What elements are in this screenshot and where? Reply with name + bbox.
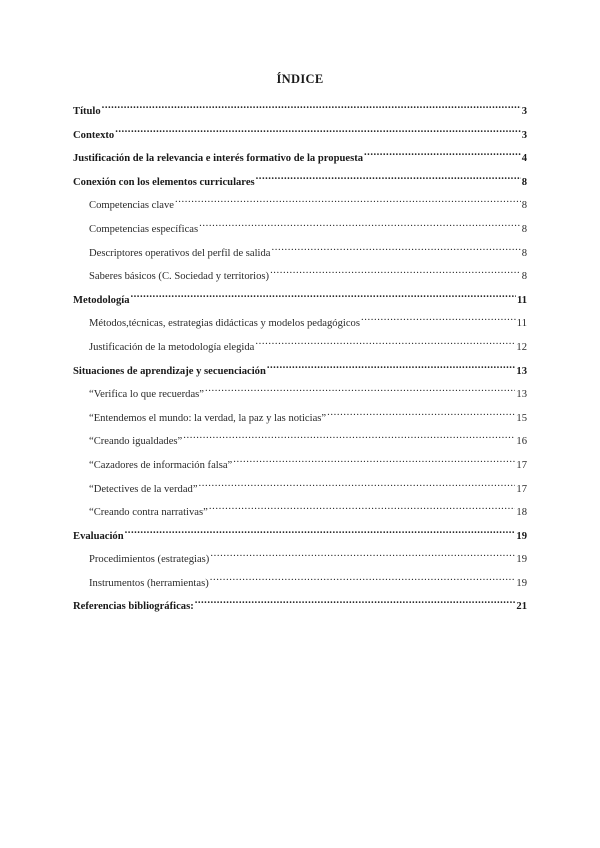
toc-entry-page-number: 3 xyxy=(521,129,527,141)
toc-entry-label: Métodos,técnicas, estrategias didácticas y modelos pedagógicos xyxy=(89,318,360,330)
toc-entry-label: “Detectives de la verdad” xyxy=(89,483,198,495)
toc-dot-leader xyxy=(102,102,521,114)
toc-entry-subsection[interactable] xyxy=(73,574,527,598)
toc-entry-label: Referencias bibliográficas: xyxy=(73,601,194,613)
toc-entry-label: Título xyxy=(73,106,101,117)
toc-entry-page-number: 17 xyxy=(516,459,527,471)
toc-title: ÍNDICE xyxy=(276,72,324,86)
toc-entry-label: Saberes básicos (C. Sociedad y territorios) xyxy=(89,271,270,283)
toc-entry-label: Justificación de la relevancia e interés formativo de la propuesta xyxy=(73,153,364,165)
toc-entry-label: Competencias clave xyxy=(89,200,175,212)
toc-dot-leader xyxy=(256,173,521,185)
toc-entry-page-number: 13 xyxy=(516,365,527,377)
toc-entry-subsection[interactable] xyxy=(73,456,527,480)
toc-entry-page-number: 13 xyxy=(516,389,527,401)
toc-entry-subsection[interactable] xyxy=(73,338,527,362)
toc-dot-leader xyxy=(115,126,521,138)
toc-entry-section[interactable] xyxy=(73,597,527,621)
table-of-contents xyxy=(73,102,527,621)
toc-entry-label: Contexto xyxy=(73,129,115,141)
toc-entry-section[interactable] xyxy=(73,527,527,551)
toc-entry-page-number: 19 xyxy=(516,577,527,589)
toc-entry-page-number: 11 xyxy=(516,294,527,306)
toc-entry-section[interactable] xyxy=(73,291,527,315)
toc-dot-leader xyxy=(327,409,515,421)
toc-dot-leader xyxy=(210,574,516,586)
toc-dot-leader xyxy=(272,244,521,256)
toc-entry-subsection[interactable] xyxy=(73,385,527,409)
toc-entry-label: Competencias específicas xyxy=(89,223,199,235)
toc-entry-page-number: 8 xyxy=(521,200,527,212)
toc-entry-section[interactable] xyxy=(73,362,527,386)
toc-entry-page-number: 4 xyxy=(521,153,527,165)
toc-entry-label: “Entendemos el mundo: la verdad, la paz y las noticias” xyxy=(89,412,327,424)
toc-entry-label: “Creando igualdades” xyxy=(89,436,183,448)
toc-dot-leader xyxy=(175,196,521,208)
toc-entry-page-number: 19 xyxy=(516,530,527,542)
toc-entry-page-number: 3 xyxy=(521,106,527,117)
toc-entry-page-number: 17 xyxy=(516,483,527,495)
toc-entry-page-number: 8 xyxy=(521,223,527,235)
toc-entry-page-number: 8 xyxy=(521,176,527,188)
toc-entry-page-number: 19 xyxy=(516,554,527,566)
toc-entry-label: Procedimientos (estrategias) xyxy=(89,554,210,566)
toc-entry-subsection[interactable] xyxy=(73,432,527,456)
toc-dot-leader xyxy=(210,550,515,562)
toc-entry-page-number: 12 xyxy=(516,341,527,353)
toc-dot-leader xyxy=(183,432,515,444)
toc-dot-leader xyxy=(364,149,521,161)
toc-entry-subsection[interactable] xyxy=(73,409,527,433)
toc-dot-leader xyxy=(361,314,516,326)
toc-entry-label: “Creando contra narrativas” xyxy=(89,507,208,519)
toc-dot-leader xyxy=(199,480,516,492)
toc-entry-page-number: 11 xyxy=(516,318,527,330)
toc-dot-leader xyxy=(209,503,516,515)
toc-entry-subsection[interactable] xyxy=(73,220,527,244)
toc-dot-leader xyxy=(270,267,521,279)
toc-entry-label: Evaluación xyxy=(73,530,124,542)
toc-entry-subsection[interactable] xyxy=(73,314,527,338)
toc-entry-subsection[interactable] xyxy=(73,503,527,527)
toc-entry-subsection[interactable] xyxy=(73,480,527,504)
toc-entry-subsection[interactable] xyxy=(73,267,527,291)
toc-dot-leader xyxy=(131,291,516,303)
toc-dot-leader xyxy=(233,456,515,468)
toc-dot-leader xyxy=(125,527,516,539)
toc-entry-subsection[interactable] xyxy=(73,244,527,268)
toc-entry-page-number: 18 xyxy=(516,507,527,519)
toc-entry-label: Descriptores operativos del perfil de salida xyxy=(89,247,271,259)
toc-entry-label: Metodología xyxy=(73,294,130,306)
toc-entry-label: Situaciones de aprendizaje y secuenciación xyxy=(73,365,266,377)
toc-entry-section[interactable] xyxy=(73,102,527,126)
toc-entry-section[interactable] xyxy=(73,126,527,150)
toc-entry-page-number: 8 xyxy=(521,271,527,283)
toc-dot-leader xyxy=(267,362,516,374)
toc-entry-label: “Cazadores de información falsa” xyxy=(89,459,233,471)
toc-entry-label: Justificación de la metodología elegida xyxy=(89,341,255,353)
toc-entry-subsection[interactable] xyxy=(73,196,527,220)
toc-dot-leader xyxy=(205,385,515,397)
toc-dot-leader xyxy=(199,220,521,232)
toc-entry-section[interactable] xyxy=(73,173,527,197)
toc-entry-label: Conexión con los elementos curriculares xyxy=(73,176,255,188)
toc-entry-page-number: 15 xyxy=(516,412,527,424)
toc-dot-leader xyxy=(255,338,515,350)
toc-entry-section[interactable] xyxy=(73,149,527,173)
toc-entry-page-number: 21 xyxy=(516,601,527,613)
toc-entry-label: Instrumentos (herramientas) xyxy=(89,577,209,589)
toc-entry-page-number: 8 xyxy=(521,247,527,259)
toc-dot-leader xyxy=(195,597,516,609)
toc-entry-page-number: 16 xyxy=(516,436,527,448)
toc-entry-subsection[interactable] xyxy=(73,550,527,574)
toc-entry-label: “Verifica lo que recuerdas” xyxy=(89,389,204,401)
